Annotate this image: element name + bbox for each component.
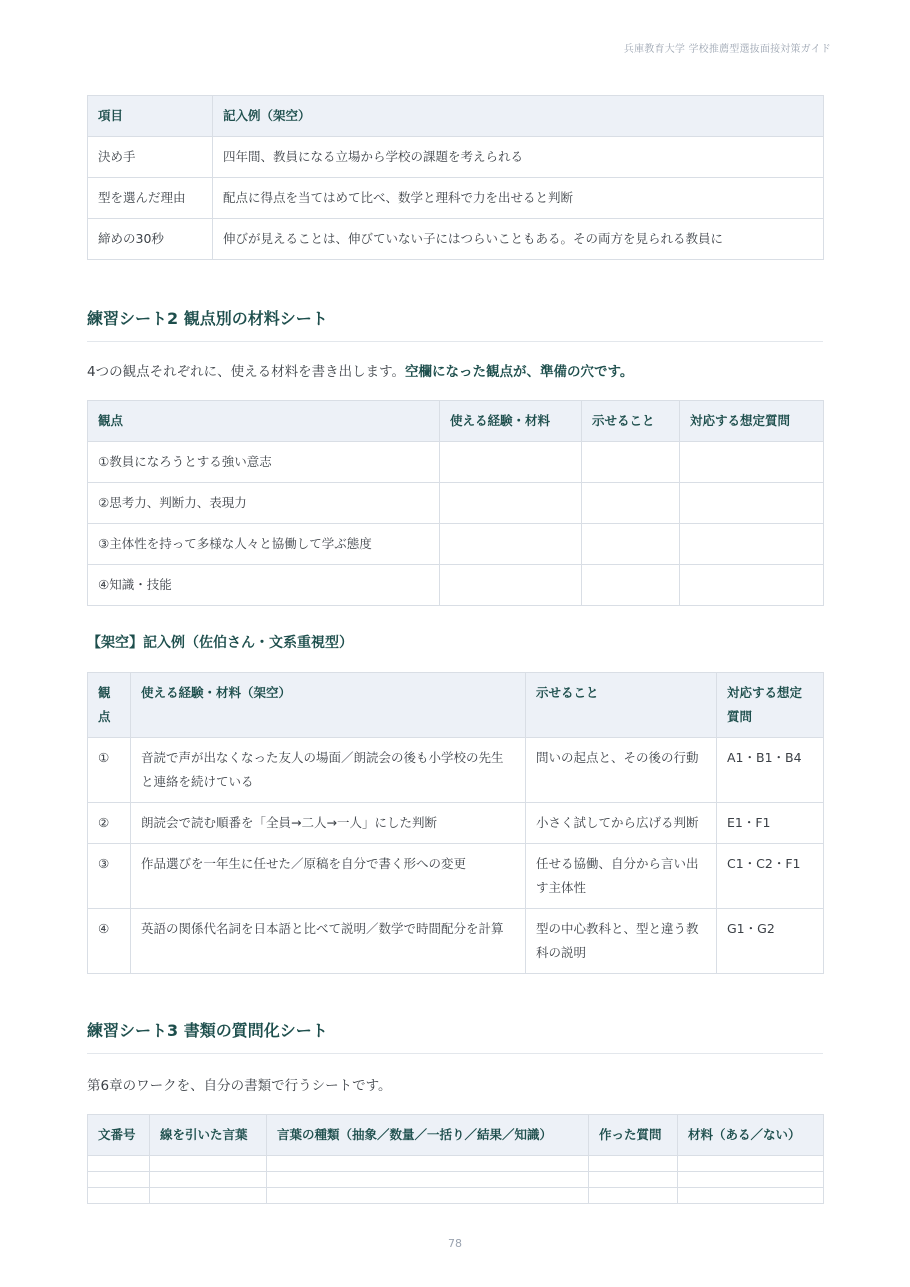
page-number: 78: [448, 1237, 462, 1250]
table-cell: ④知識・技能: [88, 565, 440, 606]
blank-cell: [88, 1188, 150, 1204]
column-header: 観点: [88, 673, 131, 738]
blank-cell: [678, 1156, 824, 1172]
blank-cell: [678, 1188, 824, 1204]
table-row: [88, 442, 824, 483]
table-cell: ①教員になろうとする強い意志: [88, 442, 440, 483]
table-row: [88, 483, 824, 524]
blank-cell: [678, 1172, 824, 1188]
blank-cell: [440, 442, 582, 483]
column-header: 使える経験・材料: [440, 401, 582, 442]
table-cell: 音読で声が出なくなった友人の場面／朗読会の後も小学校の先生と連絡を続けている: [131, 738, 526, 803]
column-header: 線を引いた言葉: [150, 1115, 267, 1156]
section-title: 練習シート2 観点別の材料シート: [87, 306, 823, 342]
column-header: 対応する想定質問: [717, 673, 824, 738]
blank-cell: [267, 1172, 589, 1188]
table-cell: ③主体性を持って多様な人々と協働して学ぶ態度: [88, 524, 440, 565]
blank-cell: [582, 524, 680, 565]
column-header: 対応する想定質問: [680, 401, 824, 442]
table-row: [88, 844, 824, 909]
table-cell: 任せる協働、自分から言い出す主体性: [526, 844, 717, 909]
table-cell: 問いの起点と、その後の行動: [526, 738, 717, 803]
table-cell: ②: [88, 803, 131, 844]
blank-cell: [680, 565, 824, 606]
table-cell: 朗読会で読む順番を「全員→二人→一人」にした判断: [131, 803, 526, 844]
table-row: [88, 909, 824, 974]
column-header: 文番号: [88, 1115, 150, 1156]
blank-cell: [582, 483, 680, 524]
blank-cell: [582, 442, 680, 483]
column-header: 言葉の種類（抽象／数量／一括り／結果／知識）: [267, 1115, 589, 1156]
section-title: 練習シート3 書類の質問化シート: [87, 1018, 823, 1054]
table-cell: ④: [88, 909, 131, 974]
lead-text: 4つの観点それぞれに、使える材料を書き出します。: [87, 364, 406, 380]
table-cell: ③: [88, 844, 131, 909]
table-row: [88, 1188, 824, 1204]
example-table: [87, 672, 824, 974]
table-cell: 締めの30秒: [88, 219, 213, 260]
table-row: [88, 1156, 824, 1172]
table-row: [88, 803, 824, 844]
table-cell: 型の中心教科と、型と違う教科の説明: [526, 909, 717, 974]
table-row: [88, 137, 824, 178]
table-cell: 作品選びを一年生に任せた／原稿を自分で書く形への変更: [131, 844, 526, 909]
lead-emphasis: 空欄になった観点が、準備の穴です。: [405, 364, 634, 380]
table-header-row: [88, 96, 824, 137]
blank-cell: [440, 565, 582, 606]
decision-table: [87, 95, 824, 260]
table-cell: E1・F1: [717, 803, 824, 844]
column-header: 記入例（架空）: [213, 96, 824, 137]
table-cell: C1・C2・F1: [717, 844, 824, 909]
table-row: [88, 524, 824, 565]
blank-cell: [150, 1172, 267, 1188]
blank-cell: [88, 1172, 150, 1188]
column-header: 項目: [88, 96, 213, 137]
question-worksheet-table: [87, 1114, 824, 1204]
table-cell: 配点に得点を当てはめて比べ、数学と理科で力を出せると判断: [213, 178, 824, 219]
table-row: [88, 738, 824, 803]
perspective-worksheet-table: [87, 400, 824, 606]
page-content: [87, 95, 823, 1204]
blank-cell: [88, 1156, 150, 1172]
column-header: 示せること: [582, 401, 680, 442]
blank-cell: [267, 1156, 589, 1172]
table-cell: 四年間、教員になる立場から学校の課題を考えられる: [213, 137, 824, 178]
section-lead: [87, 360, 823, 380]
running-header: 兵庫教育大学 学校推薦型選抜面接対策ガイド: [623, 44, 831, 55]
table-cell: 伸びが見えることは、伸びていない子にはつらいこともある。その両方を見られる教員に: [213, 219, 824, 260]
blank-cell: [267, 1188, 589, 1204]
column-header: 作った質問: [589, 1115, 678, 1156]
blank-cell: [680, 442, 824, 483]
blank-cell: [680, 524, 824, 565]
table-row: [88, 1172, 824, 1188]
blank-cell: [440, 524, 582, 565]
table-cell: ①: [88, 738, 131, 803]
column-header: 示せること: [526, 673, 717, 738]
blank-cell: [150, 1188, 267, 1204]
blank-cell: [150, 1156, 267, 1172]
blank-cell: [680, 483, 824, 524]
table-header-row: [88, 401, 824, 442]
blank-cell: [589, 1172, 678, 1188]
section-lead: 第6章のワークを、自分の書類で行うシートです。: [87, 1078, 392, 1094]
table-cell: A1・B1・B4: [717, 738, 824, 803]
table-header-row: [88, 673, 824, 738]
example-heading: 【架空】記入例（佐伯さん・文系重視型）: [87, 635, 353, 651]
column-header: 材料（ある／ない）: [678, 1115, 824, 1156]
table-cell: ②思考力、判断力、表現力: [88, 483, 440, 524]
blank-cell: [589, 1188, 678, 1204]
column-header: 観点: [88, 401, 440, 442]
blank-cell: [440, 483, 582, 524]
table-row: [88, 565, 824, 606]
table-cell: 小さく試してから広げる判断: [526, 803, 717, 844]
table-row: [88, 178, 824, 219]
table-cell: 型を選んだ理由: [88, 178, 213, 219]
table-cell: 決め手: [88, 137, 213, 178]
blank-cell: [582, 565, 680, 606]
blank-cell: [589, 1156, 678, 1172]
table-header-row: [88, 1115, 824, 1156]
table-cell: 英語の関係代名詞を日本語と比べて説明／数学で時間配分を計算: [131, 909, 526, 974]
table-cell: G1・G2: [717, 909, 824, 974]
table-row: [88, 219, 824, 260]
column-header: 使える経験・材料（架空）: [131, 673, 526, 738]
